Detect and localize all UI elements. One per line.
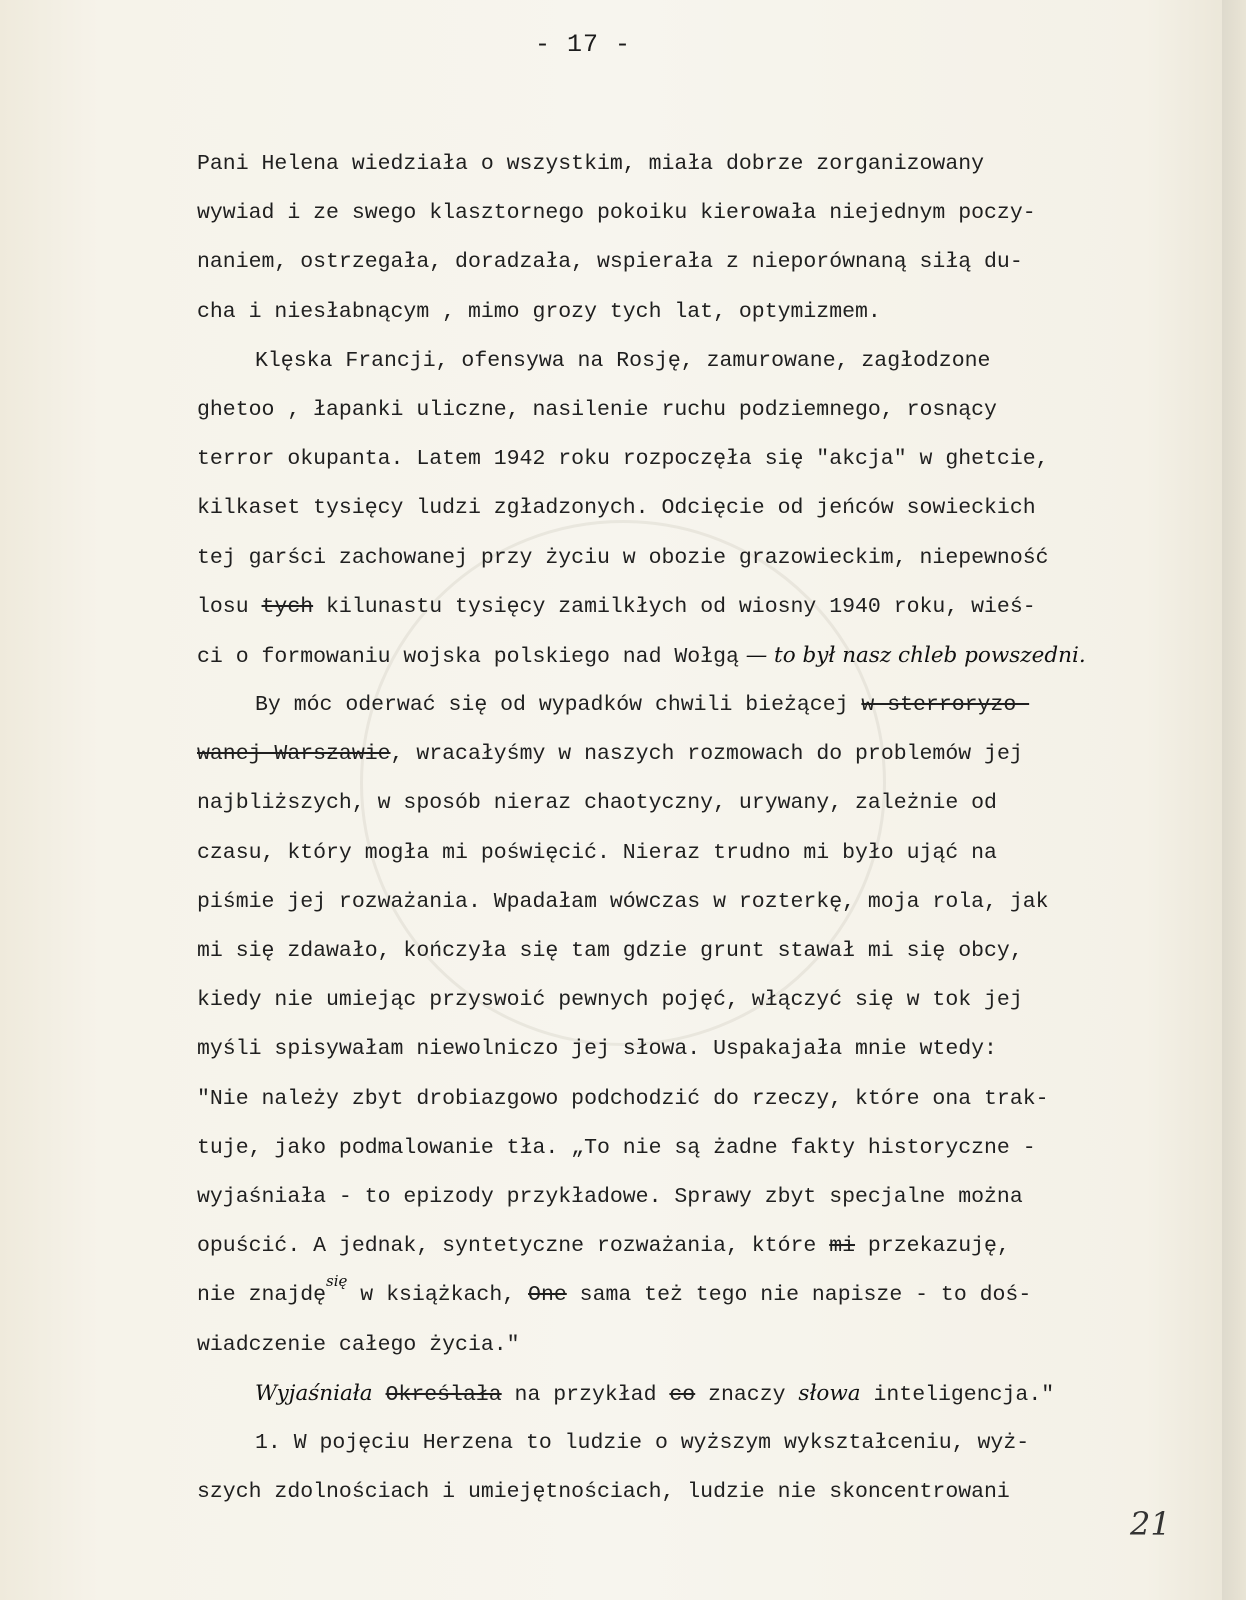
text-line: myśli spisywałam niewolniczo jej słowa. Uspakajała mnie wtedy: <box>197 1037 997 1062</box>
text-span: sama też tego nie napisze - to doś- <box>566 1283 1032 1308</box>
text-line: ghetoo , łapanki uliczne, nasilenie ruchu podziemnego, rosnący <box>197 397 997 422</box>
text-line: Pani Helena wiedziała o wszystkim, miała dobrze zorganizowany <box>197 152 985 176</box>
text-line: wyjaśniała - to epizody przykładowe. Sprawy zbyt specjalne można <box>197 1184 1023 1209</box>
text-line <box>197 640 1227 689</box>
text-line: wiadczenie całego życia." <box>197 1332 520 1357</box>
text-line <box>197 591 1227 640</box>
text-line: kilkaset tysięcy ludzi zgładzonych. Odcięcie od jeńców sowieckich <box>197 496 1036 521</box>
document-body <box>197 148 1227 1525</box>
struck-text: w sterroryzo- <box>861 693 1030 718</box>
text-span: ci o formowaniu wojska polskiego nad Wołgą <box>197 644 739 669</box>
page-number: - 17 - <box>534 30 631 59</box>
handwritten-annotation: — to był nasz chleb powszedni. <box>738 642 1086 668</box>
text-span: , wracałyśmy w naszych rozmowach do problemów jej <box>390 742 1023 767</box>
handwritten-insertion: się <box>326 1272 348 1291</box>
text-span: opuścić. A jednak, syntetyczne rozważania, które <box>197 1234 830 1259</box>
text-line: kiedy nie umiejąc przyswoić pewnych pojęć, włączyć się w tok jej <box>197 988 1023 1013</box>
text-line: czasu, który mogła mi poświęcić. Nieraz trudno mi było ująć na <box>197 840 997 865</box>
text-line: tuje, jako podmalowanie tła. „To nie są żadne fakty historyczne - <box>197 1135 1036 1160</box>
text-line: "Nie należy zbyt drobiazgowo podchodzić do rzeczy, które ona trak- <box>197 1086 1049 1111</box>
text-line: najbliższych, w sposób nieraz chaotyczny, urywany, zależnie od <box>197 791 997 816</box>
text-span: By móc oderwać się od wypadków chwili bieżącej <box>255 693 862 718</box>
handwritten-annotation: Wyjaśniała <box>255 1380 373 1406</box>
struck-text: tych <box>261 594 314 619</box>
struck-text: mi <box>829 1234 856 1259</box>
handwritten-annotation: słowa <box>798 1380 861 1406</box>
text-span: na przykład <box>501 1382 670 1407</box>
text-line: cha i niesłabnącym , mimo grozy tych lat, optymizmem. <box>197 299 881 324</box>
text-line: tej garści zachowanej przy życiu w obozie grazowieckim, niepewność <box>197 545 1049 570</box>
margin-page-number: 21 <box>1130 1505 1171 1543</box>
text-span: nie znajdę <box>197 1283 327 1308</box>
text-span: przekazuję, <box>855 1234 1010 1259</box>
text-span: znaczy <box>695 1382 799 1407</box>
text-span: kilunastu tysięcy zamilkłych od wiosny 1940 roku, wieś- <box>313 594 1036 619</box>
text-line: mi się zdawało, kończyła się tam gdzie grunt stawał mi się obcy, <box>197 939 1023 963</box>
text-line <box>197 1230 1227 1279</box>
paragraph-start-line: Klęska Francji, ofensywa na Rosję, zamurowane, zagłodzone <box>255 348 991 373</box>
struck-text: co <box>669 1382 696 1407</box>
text-line <box>197 1272 1227 1328</box>
text-line: piśmie jej rozważania. Wpadałam wówczas w rozterkę, moja rola, jak <box>197 889 1049 914</box>
text-span: losu <box>197 594 262 619</box>
text-line: terror okupanta. Latem 1942 roku rozpoczęła się "akcja" w ghetcie, <box>197 447 1049 472</box>
struck-text: wanej Warszawie <box>197 742 391 767</box>
text-line: naniem, ostrzegała, doradzała, wspierała z nieporównaną siłą du- <box>197 250 1023 275</box>
footnote-line: 1. W pojęciu Herzena to ludzie o wyższym wykształceniu, wyż- <box>255 1430 1030 1455</box>
text-span: w książkach, <box>347 1283 529 1308</box>
paragraph-start-line <box>197 1378 1227 1427</box>
footnote-line: szych zdolnościach i umiejętnościach, ludzie nie skoncentrowani <box>197 1480 1010 1505</box>
struck-text: One <box>528 1283 567 1308</box>
text-line <box>197 738 1227 787</box>
text-span: inteligencja." <box>860 1382 1055 1407</box>
paragraph-start-line <box>197 689 1227 738</box>
struck-text: Określała <box>385 1382 502 1407</box>
text-line: wywiad i ze swego klasztornego pokoiku kierowała niejednym poczy- <box>197 201 1036 226</box>
text-span <box>373 1383 386 1407</box>
